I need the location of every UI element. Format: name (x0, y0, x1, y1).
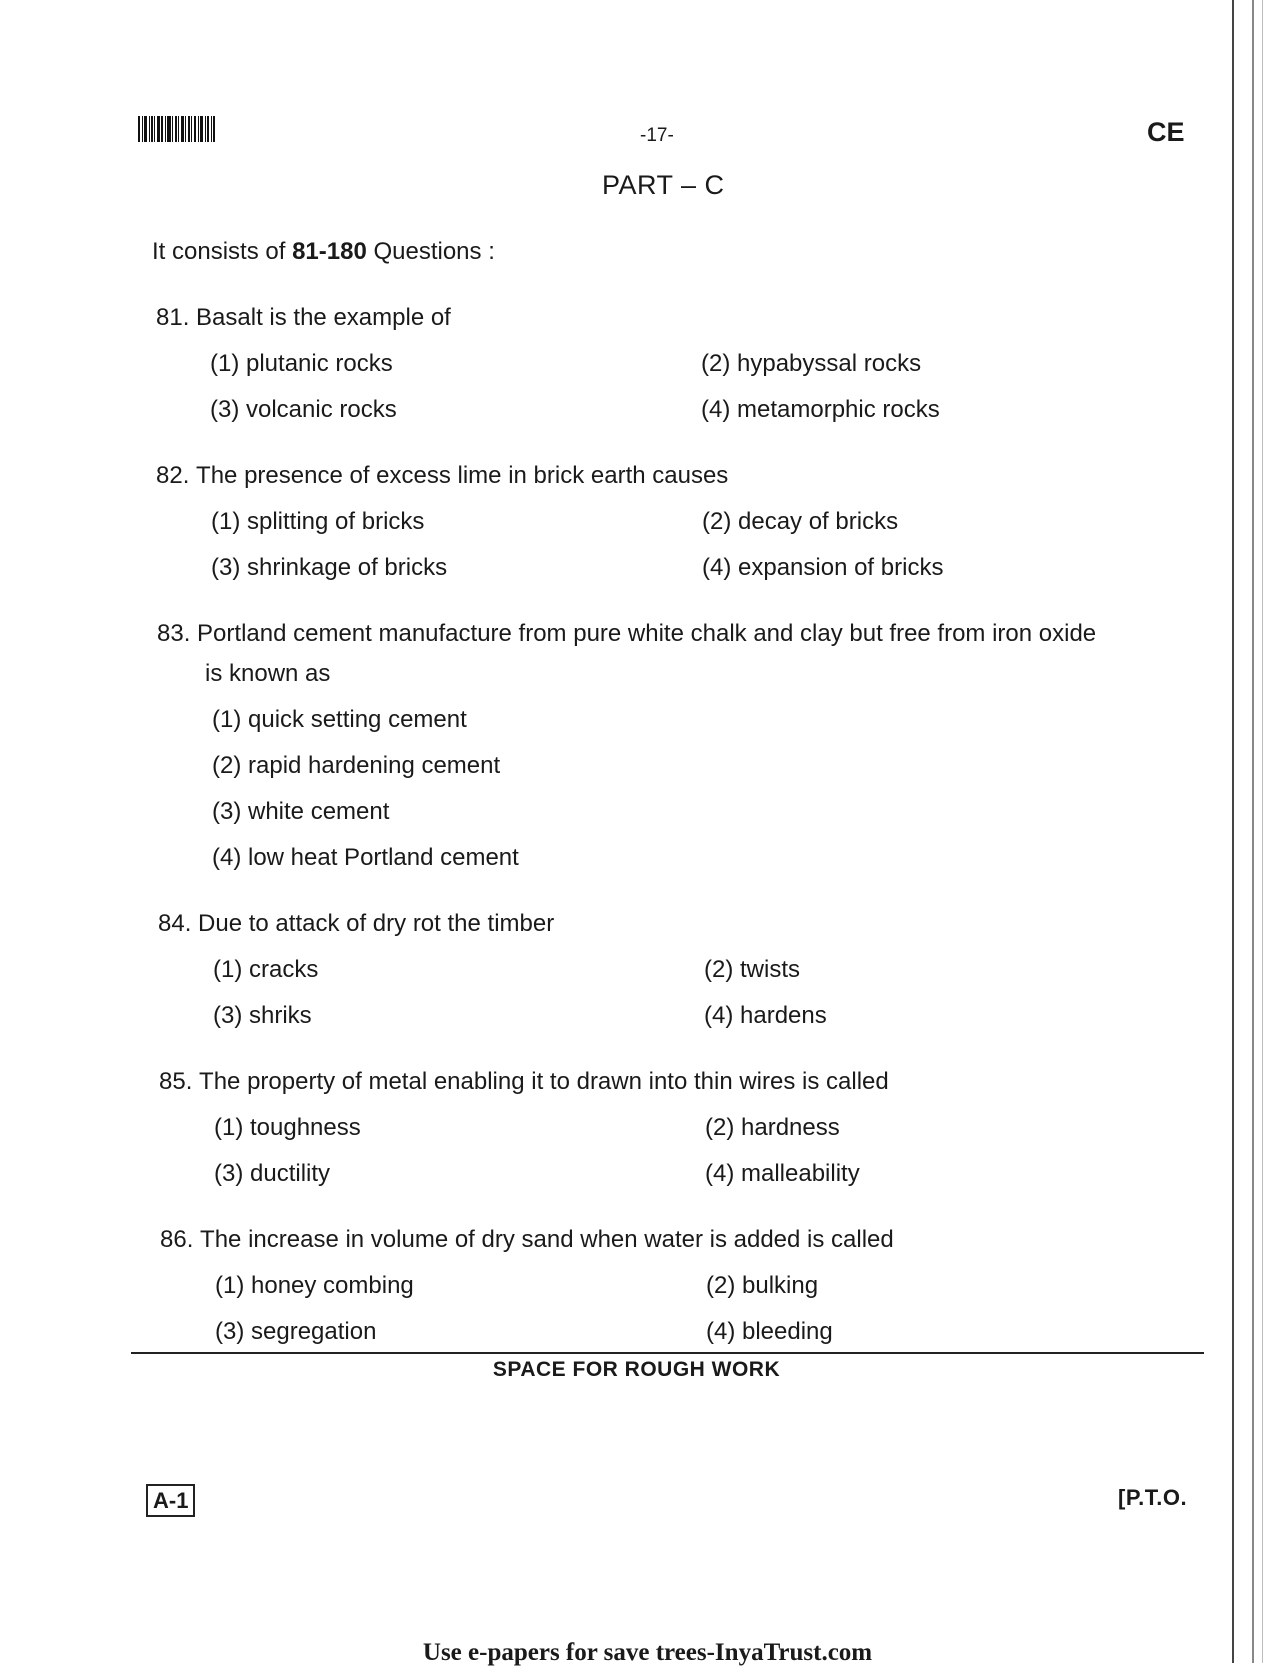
option-81-4: (4) metamorphic rocks (701, 396, 940, 423)
option-86-1: (1) honey combing (215, 1272, 414, 1299)
question-text: The increase in volume of dry sand when water is added is called (200, 1226, 894, 1253)
option-83-4: (4) low heat Portland cement (212, 844, 519, 871)
option-84-4: (4) hardens (704, 1002, 827, 1029)
section-title: PART – C (602, 170, 725, 200)
option-83-2: (2) rapid hardening cement (212, 752, 501, 779)
question-number: 83. (157, 620, 191, 647)
option-82-4: (4) expansion of bricks (702, 554, 944, 581)
option-85-3: (3) ductility (214, 1160, 331, 1187)
option-82-2: (2) decay of bricks (702, 508, 899, 535)
watermark-text: Use e-papers for save trees-InyaTrust.com (422, 1639, 873, 1666)
option-85-2: (2) hardness (705, 1114, 840, 1141)
question-number: 85. (159, 1068, 193, 1095)
option-81-1: (1) plutanic rocks (210, 350, 393, 377)
question-text: Basalt is the example of (196, 304, 451, 331)
question-85 (159, 1068, 889, 1096)
barcode (138, 116, 234, 142)
scan-edge-line (1252, 0, 1254, 1663)
option-82-1: (1) splitting of bricks (211, 508, 425, 535)
question-text: The presence of excess lime in brick earth causes (196, 462, 729, 489)
intro-suffix: Questions : (366, 238, 495, 265)
option-81-2: (2) hypabyssal rocks (701, 350, 922, 377)
option-84-2: (2) twists (704, 956, 800, 983)
question-number: 84. (158, 910, 192, 937)
question-83 (157, 620, 1096, 648)
paper-code: CE (1147, 117, 1185, 147)
question-82 (156, 462, 728, 490)
question-text: Due to attack of dry rot the timber (198, 910, 555, 937)
option-82-3: (3) shrinkage of bricks (211, 554, 448, 581)
question-86 (160, 1226, 894, 1254)
section-intro (152, 238, 495, 266)
option-83-3: (3) white cement (212, 798, 390, 825)
question-number: 81. (156, 304, 190, 331)
option-81-3: (3) volcanic rocks (210, 396, 397, 423)
question-81 (156, 304, 451, 332)
intro-prefix: It consists of (152, 238, 293, 265)
question-84 (158, 910, 554, 938)
option-86-4: (4) bleeding (706, 1318, 833, 1345)
option-85-1: (1) toughness (214, 1114, 361, 1141)
question-number: 82. (156, 462, 190, 489)
question-number: 86. (160, 1226, 194, 1253)
question-text: The property of metal enabling it to drawn into thin wires is called (199, 1068, 889, 1095)
question-83-line2: is known as (205, 660, 331, 687)
question-text: Portland cement manufacture from pure white chalk and clay but free from iron oxide (197, 620, 1097, 647)
option-86-3: (3) segregation (215, 1318, 377, 1345)
option-83-1: (1) quick setting cement (212, 706, 467, 733)
option-84-1: (1) cracks (213, 956, 319, 983)
option-85-4: (4) malleability (705, 1160, 860, 1187)
rough-work-divider (131, 1352, 1204, 1354)
option-86-2: (2) bulking (706, 1272, 819, 1299)
scan-edge-line (1262, 0, 1263, 1663)
rough-work-label: SPACE FOR ROUGH WORK (492, 1358, 781, 1381)
page-number: -17- (640, 125, 674, 146)
scan-edge-line (1232, 0, 1234, 1663)
please-turn-over: [P.T.O. (1118, 1485, 1188, 1510)
booklet-series-box: A-1 (146, 1484, 195, 1517)
option-84-3: (3) shriks (213, 1002, 312, 1029)
intro-range: 81-180 (292, 238, 367, 265)
